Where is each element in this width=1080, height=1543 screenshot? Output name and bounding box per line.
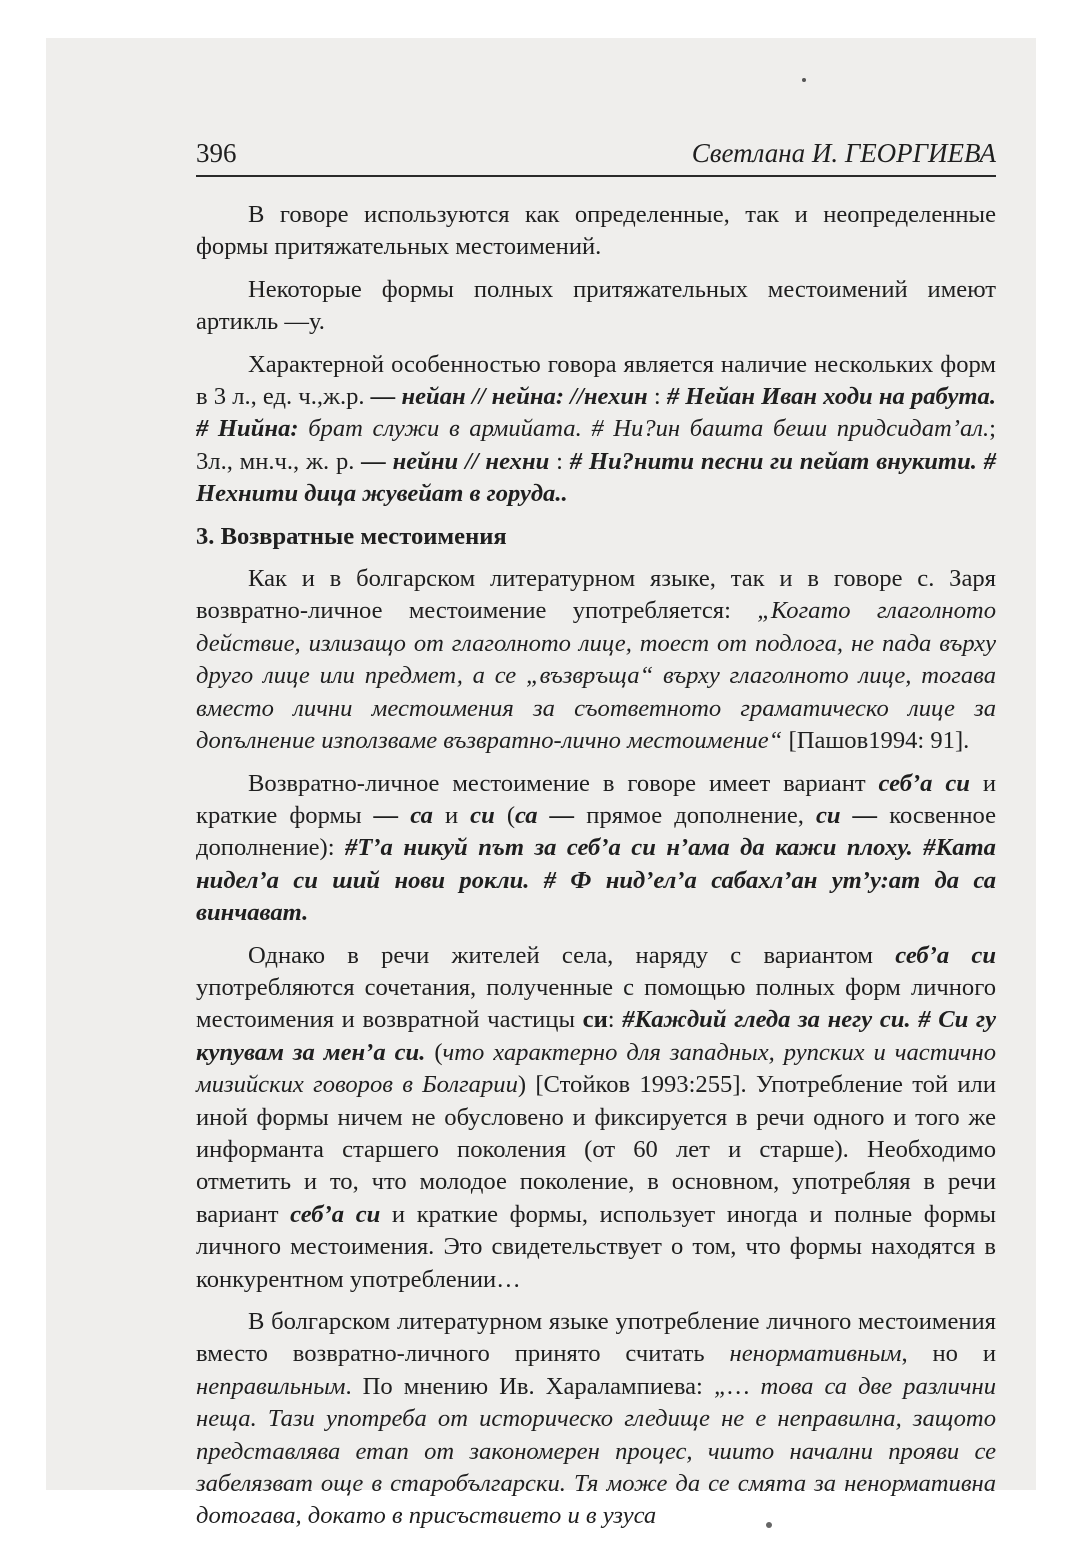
text-run: :: [647, 383, 667, 411]
example-forms: — нейни // нехни: [361, 447, 550, 475]
page-sheet: [46, 38, 1036, 1530]
text-run: прямое дополнение,: [574, 801, 816, 829]
example-form: себ’а си: [895, 941, 997, 969]
text-run: Как и в болгарском литературном языке, так и в говоре с. Заря возвратно-личное местоимение употребляется:: [196, 565, 996, 625]
paragraph-7: [196, 1306, 996, 1533]
running-author: Светлана И. ГЕОРГИЕВА: [691, 138, 996, 168]
text-run: косвенное дополнение):: [196, 801, 997, 862]
example-form: си —: [815, 801, 878, 829]
text-run: :: [549, 447, 570, 475]
quotation: „… това са две различни неща. Тази употреба от историческо гледище не е неправилна, защото представлява етап от закономерен процес, чиито начални прояви се забелязват още в старобългарски. Тя може да се смята за ненормативна дотогава, докато в присъствието и в узуса: [196, 1372, 996, 1530]
text-run: употребляются сочетания, полученные с помощью полных форм личного местоимения и возвратной частицы: [196, 973, 996, 1034]
example-form: си: [470, 801, 495, 829]
text-run: Возвратно-личное местоимение в говоре имеет вариант: [248, 769, 879, 797]
example-forms: — нейан // нейна: //нехин: [370, 383, 648, 411]
paragraph-2: [196, 274, 996, 339]
text-run: Однако в речи жителей села, наряду с вариантом: [248, 941, 896, 969]
example-sentence: #Т’а никуй път за себ’а си н’ама да кажи плоху. #Ката нидел’а си ший нови рокли. # Ф нид’ел’а сабахл’ан ут’у:ат да са винчават.: [196, 834, 996, 927]
section-heading: 3. Возвратные местоимения: [196, 522, 507, 550]
text-run: Некоторые формы полных притяжательных местоимений имеют артикль —у.: [196, 275, 996, 336]
text-run: и: [432, 801, 471, 829]
text-run: . По мнению Ив. Харалампиева:: [345, 1372, 714, 1400]
page-content: [196, 138, 996, 1543]
page-number: 396: [196, 138, 237, 168]
example-form: себ’а си: [290, 1200, 381, 1228]
text-run: Характерной особенностью говора является наличие нескольких форм в 3 л., ед. ч.,ж.р.: [196, 350, 996, 411]
speck-mark: [802, 78, 806, 82]
example-form: си: [582, 1006, 608, 1034]
example-sentence: # Ни?нити песни ги пейат внукити. # Нехнити дица жувейат в горуда..: [196, 447, 996, 508]
text-run: В болгарском литературном языке употребление личного местоимения вместо возвратно-личного принято считать: [196, 1308, 996, 1368]
text-run: (: [494, 801, 516, 829]
example-sentence: брат служи в армийата. # Ни?ин башта беши придсидат’ал.: [298, 415, 990, 443]
text-run: ) [Стойков 1993:255]. Употребление той или иной формы ничем не обусловено и фиксируется в речи одного и того же информанта старшего поколения (от 60 лет и старше). Необходимо отметить и то, что молодое поколение, в основном, употребляя в речи вариант: [196, 1071, 996, 1228]
text-run: ; 3л., мн.ч., ж. р.: [196, 415, 996, 475]
paragraph-6: [196, 940, 996, 1296]
citation: [Пашов1994: 91].: [782, 727, 970, 755]
example-form: са —: [515, 801, 575, 829]
quotation: „Когато глаголното действие, излизащо от глаголното лице, тоест от подлога, не пада върху друго лице или предмет, а се „възвръща“ върху глаголното лице, тогава вместо лични местоимения за съответното граматическо лице за допълнение използваме възвратно-лично местоимение“: [196, 597, 996, 755]
example-sentence: # Нейан Иван ходи на рабута. # Нийна:: [196, 383, 996, 443]
italic-term: неправильным: [196, 1372, 346, 1400]
paragraph-1: [196, 199, 996, 264]
text-run: :: [607, 1006, 623, 1034]
text-run: (: [425, 1038, 443, 1066]
body-text: [196, 199, 996, 1533]
example-form: — са: [373, 801, 433, 829]
text-run: , но и: [901, 1340, 996, 1368]
italic-term: ненормативным: [729, 1340, 902, 1368]
paragraph-3: [196, 349, 996, 511]
paragraph-4: [196, 563, 996, 757]
example-form: себ’а си: [878, 769, 970, 797]
text-run: В говоре используются как определенные, так и неопределенные формы притяжательных местоимений.: [196, 201, 996, 261]
italic-remark: что характерно для западных, рупских и частично мизийских говоров в Болгарии: [196, 1038, 996, 1099]
example-sentence: #Каждий гледа за негу си. # Си гу купувам за мен’а си.: [196, 1006, 996, 1066]
text-run: и краткие формы, использует иногда и полные формы личного местоимения. Это свидетельствует о том, что формы находятся в конкурентном употреблении…: [196, 1200, 997, 1293]
text-run: и краткие формы: [196, 769, 996, 829]
paragraph-5: [196, 768, 996, 930]
running-header: [196, 138, 996, 177]
